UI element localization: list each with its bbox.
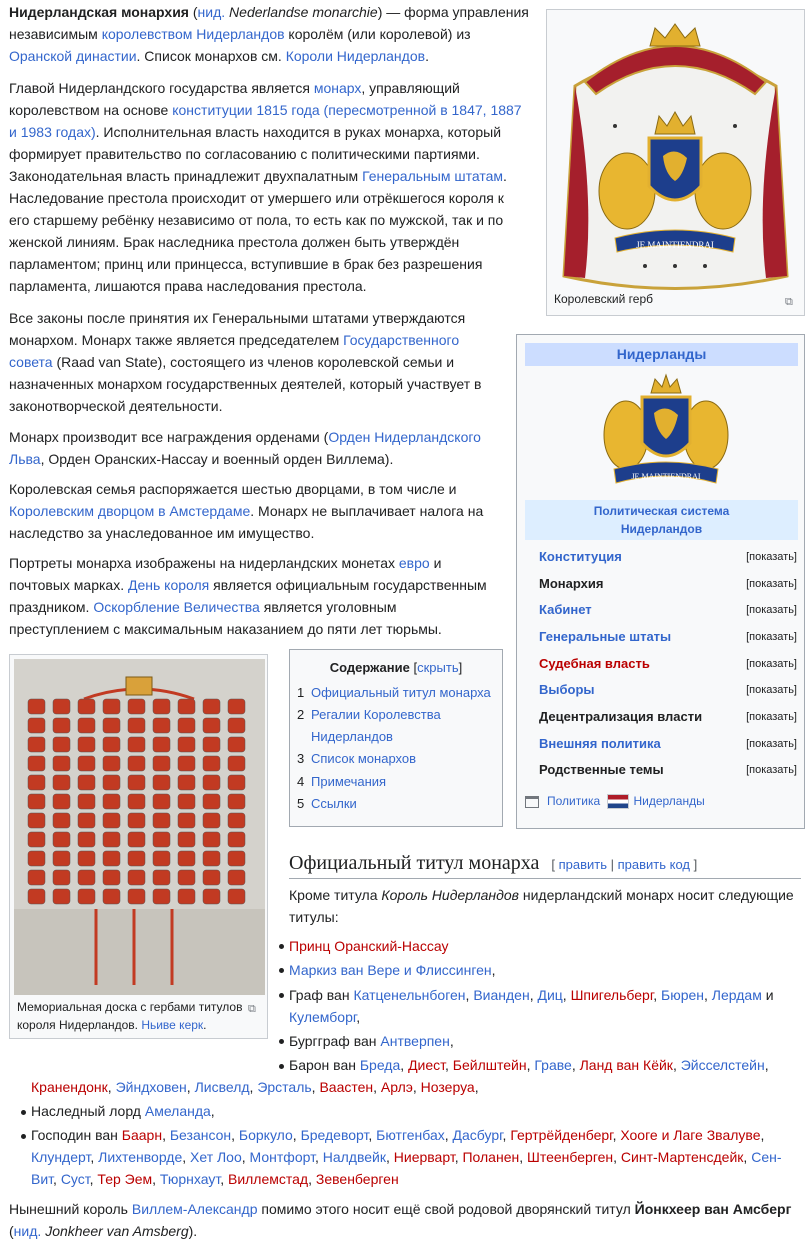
heraldic-shield [128,737,145,752]
heraldic-shield [53,851,70,866]
royal-palace-link[interactable]: Королевским дворцом в Амстердаме [9,503,251,519]
show-toggle[interactable]: [показать] [746,631,797,643]
title-item-6: Наследный лорд Амеланда, [31,1103,215,1119]
edit-links: [ править | править код ] [551,857,698,872]
heraldic-shield [128,699,145,714]
toc-item-3[interactable]: 3 Список монархов [297,751,417,766]
heraldic-shield [228,889,245,904]
title-link[interactable]: Ваастен [319,1079,374,1095]
title-link[interactable]: Монтфорт [249,1149,315,1165]
title-link[interactable]: Синт-Мартенсдейк [620,1149,744,1165]
heraldic-shield [53,832,70,847]
heraldic-shield [78,794,95,809]
title-item-7: Господин ван Баарн, Безансон, Боркуло, Бредеворт, Бютгенбах, Дасбург, Гертрёйденберг, Хооге и Лаге Звалуве, Клундерт, Лихтенворде, Хет Лоо, Монтфорт, Налдвейк, Ниерварт, Поланен, Штеенберген, Синт-Мартенсдейк, Сен-Вит, Суст, Тер Эем, Тюрнхаут, Виллемстад, Зевенберген [31,1127,782,1187]
heraldic-shield [153,756,170,771]
heraldic-shield [203,813,220,828]
intro-paragraph-1: Нидерландская монархия (нид. Nederlandse monarchie) — форма управления независимым королевством Нидерландов королём (или королевой) из Оранской династии. Список монархов см. Короли Нидерландов. [9,4,529,64]
heraldic-shield [178,889,195,904]
order-lion-link[interactable]: Орден Нидерландского Льва [9,429,481,467]
heraldic-shield [53,794,70,809]
show-toggle[interactable]: [показать] [746,658,797,670]
heraldic-shield [78,718,95,733]
heraldic-shield [53,813,70,828]
lang-link[interactable]: нид. [197,4,226,20]
heraldic-shield [28,813,45,828]
enlarge-icon[interactable]: ⧉ [248,1003,256,1015]
heraldic-shield [178,870,195,885]
bullet-dot [21,1110,26,1115]
infobox-row-elections[interactable]: Выборы [показать] [539,679,797,701]
intro-paragraph-6: Портреты монарха изображены на нидерландских монетах евро и почтовых марках. День короля является официальным государственным праздником. Оскорбление Величества является уголовным преступлением с максимальным наказанием до пяти лет тюрьмы. [9,555,487,637]
heraldic-shield [103,832,120,847]
infobox-row-cabinet[interactable]: Кабинет [показать] [539,599,797,621]
title-link[interactable]: Эрсталь [257,1079,312,1095]
coat-caption: Королевский герб [554,292,653,306]
heraldic-shield [53,870,70,885]
heraldic-shield [153,794,170,809]
heraldic-shield [153,775,170,790]
heraldic-shield [228,794,245,809]
heraldic-shield [178,832,195,847]
heraldic-shield [78,813,95,828]
show-toggle[interactable]: [показать] [746,764,797,776]
title-link[interactable]: Боркуло [238,1127,293,1143]
heraldic-shield [178,851,195,866]
show-toggle[interactable]: [показать] [746,604,797,616]
heraldic-shield [103,737,120,752]
title-link[interactable]: Бютгенбах [376,1127,445,1143]
heraldic-shield [203,889,220,904]
toc-item-5[interactable]: 5 Ссылки [297,796,357,811]
title-link[interactable]: Нозеруа [420,1079,475,1095]
heraldic-shield [78,870,95,885]
heraldic-shield [78,756,95,771]
show-toggle[interactable]: [показать] [746,684,797,696]
heraldic-shield [228,756,245,771]
title-link[interactable]: Принц Оранский-Нассау [289,938,449,954]
heraldic-shield [128,870,145,885]
title-item-4: Бургграф ван Антверпен, [289,1033,454,1049]
heraldic-shield [153,718,170,733]
heraldic-shield [128,813,145,828]
closing-paragraph: Нынешний король Виллем-Александр помимо этого носит ещё свой родовой дворянский титул Йонкхеер ван Амсберг (нид. Jonkheer van Amsberg). [9,1201,792,1239]
heraldic-shield [203,851,220,866]
heraldic-shield [178,756,195,771]
heraldic-shield [178,718,195,733]
heraldic-shield [178,699,195,714]
title-link[interactable]: Дасбург [452,1127,503,1143]
title-link[interactable]: Кулемборг [289,1009,357,1025]
infobox-row-related[interactable]: Родственные темы [показать] [539,759,797,781]
bullet-dot [279,993,284,998]
bullet-dot [279,968,284,973]
title-link[interactable]: Кранендонк [31,1079,108,1095]
heraldic-shield [78,832,95,847]
heraldic-shield [53,718,70,733]
heraldic-shield [78,851,95,866]
bullet-dot [279,1039,284,1044]
heraldic-shield [53,756,70,771]
intro-paragraph-2: Главой Нидерландского государства является монарх, управляющий королевством на основе конституции 1815 года (пересмотренной в 1847, 1887 и 1983 годах). Исполнительная власть находится в руках монарха, который формирует правительство по согласованию с политическими партиями. Законодательная власть принадлежит двухпалатным Генеральным штатам. Наследование престола происходит от умершего или отрёкшегося короля к его старшему ребёнку независимо от пола, то есть как по мужской, так и по женской линиям. Брак наследника престола должен быть утверждён парламентом; принц или принцесса, вступившие в брак без разрешения парламента, лишаются права наследования престола. [9,80,522,294]
memorial-figure [9,654,268,1039]
title-link[interactable]: Зевенберген [315,1171,399,1187]
intro-paragraph-4: Монарх производит все награждения орденами (Орден Нидерландского Льва, Орден Оранских-Нассау и военный орден Виллема). [9,429,481,467]
title-link[interactable]: Виллемстад [227,1171,309,1187]
title-item-5: Барон ван Бреда, Диест, Бейлштейн, Граве, Ланд ван Кёйк, Эйсселстейн, [289,1057,769,1073]
heraldic-shield [203,794,220,809]
title-link[interactable]: Налдвейк [322,1149,386,1165]
heraldic-shield [103,889,120,904]
heraldic-shield [178,775,195,790]
toc-item-1[interactable]: 1 Официальный титул монарха [297,685,491,700]
heraldic-shield [153,870,170,885]
coat-of-arms-figure [546,9,805,316]
heraldic-shield [53,737,70,752]
heraldic-shield [203,775,220,790]
heraldic-shield [103,851,120,866]
heraldic-shield [203,756,220,771]
monarch-link[interactable]: монарх [313,80,362,96]
heraldic-shield [28,775,45,790]
title-link[interactable]: Диест [408,1057,446,1073]
heraldic-shield [203,870,220,885]
coat-motto: JE MAINTIENDRAI [636,240,714,250]
netherlands-flag-icon [607,794,629,809]
heraldic-shield [153,699,170,714]
constitution-link[interactable]: конституции 1815 года (пересмотренной в 1847, 1887 и 1983 годах) [9,102,522,140]
title-link[interactable]: Тюрнхаут [159,1171,221,1187]
toc-item-2[interactable]: 2 Регалии Королевства Нидерландов [297,707,441,744]
title-link[interactable]: Поланен [462,1149,520,1165]
heraldic-shield [128,832,145,847]
heraldic-shield [28,737,45,752]
intro-paragraph-3: Все законы после принятия их Генеральными штатами утверждаются монархом. Монарх также является председателем Государственного совета (Raad van State), состоящего из членов королевской семьи и назначенных монархом государственных деятелей, который участвует в законотворческой деятельности. [9,310,482,414]
national-coat-of-arms-image[interactable] [596,373,736,491]
heraldic-shield [228,813,245,828]
heraldic-shield [28,832,45,847]
title-link[interactable]: Эйндховен [115,1079,187,1095]
title-link[interactable]: Гертрёйденберг [510,1127,613,1143]
show-toggle[interactable]: [показать] [746,738,797,750]
heraldic-shield [228,775,245,790]
heraldic-shield [203,832,220,847]
heraldic-shield [28,851,45,866]
heraldic-shield [103,699,120,714]
infobox-title[interactable]: Нидерланды [525,343,798,366]
heraldic-shield [228,699,245,714]
nieuwe-kerk-link[interactable]: Ньиве керк [141,1018,204,1032]
kingdom-link[interactable]: королевством Нидерландов [101,26,285,42]
states-general-link[interactable]: Генеральным штатам [362,168,503,184]
heraldic-shield [153,832,170,847]
heraldic-shield [53,889,70,904]
heraldic-shield [53,699,70,714]
heraldic-shield [103,718,120,733]
heraldic-shield [153,813,170,828]
infobox-row-decentralization[interactable]: Децентрализация власти [показать] [539,706,797,728]
heraldic-shield [103,870,120,885]
heraldic-shield [78,699,95,714]
heraldic-shield [28,756,45,771]
heraldic-shield [203,737,220,752]
title-link[interactable]: Антверпен [380,1033,450,1049]
heraldic-shield [128,794,145,809]
infobox-row-monarchy[interactable]: Монархия [показать] [539,573,797,595]
title-link[interactable]: Тер Эем [97,1171,153,1187]
heraldic-shield [28,889,45,904]
show-toggle[interactable]: [показать] [746,578,797,590]
heraldic-shield [228,851,245,866]
title-link[interactable]: Хет Лоо [190,1149,242,1165]
title-link[interactable]: Арлэ [380,1079,413,1095]
title-link[interactable]: Баарн [121,1127,163,1143]
heraldic-shield [53,775,70,790]
heraldic-shield [103,813,120,828]
show-toggle[interactable]: [показать] [746,551,797,563]
title-link[interactable]: Лихтенворде [98,1149,183,1165]
willem-alexander-link[interactable]: Виллем-Александр [131,1201,258,1217]
bullet-dot [279,944,284,949]
heraldic-shield [78,889,95,904]
royal-coat-of-arms-image[interactable] [555,16,796,290]
heraldic-shield [153,889,170,904]
memorial-caption: Мемориальная доска с гербами титулов короля Нидерландов. Ньиве керк. [17,1000,243,1032]
table-of-contents [289,649,503,827]
heraldic-shield [228,832,245,847]
heraldic-shield [28,699,45,714]
heraldic-shield [78,737,95,752]
title-link[interactable]: Шпигельберг [570,987,654,1003]
euro-link[interactable]: евро [398,555,430,571]
title-link[interactable]: Бейлштейн [452,1057,527,1073]
section-heading: Официальный титул монарха [ править | править код ] [289,848,801,879]
title-item-1 [289,935,448,957]
title-link[interactable]: Сен-Вит [31,1149,782,1187]
lese-majeste-link[interactable]: Оскорбление Величества [93,599,260,615]
title-item-2: Маркиз ван Вере и Флиссинген, [289,962,496,978]
heraldic-shield [153,851,170,866]
title-link[interactable]: Граве [534,1057,572,1073]
heraldic-shield [78,775,95,790]
title-link[interactable]: Хооге и Лаге Звалуве [620,1127,761,1143]
intro-paragraph-5: Королевская семья распоряжается шестью дворцами, в том числе и Королевским дворцом в Амстердаме. Монарх не выплачивает налога на наследство за унаследованное им имущество. [9,481,484,541]
title-link[interactable]: Ланд ван Кёйк [579,1057,673,1073]
lang-link[interactable]: нид. [13,1223,42,1239]
title-item-5-cont: Кранендонк, Эйндховен, Лисвелд, Эрсталь, Ваастен, Арлэ, Нозеруа, [31,1079,479,1095]
toc-toggle[interactable]: скрыть [417,660,459,675]
title-link[interactable]: Бреда [359,1057,401,1073]
heraldic-shield [228,718,245,733]
infobox-row-foreign-policy[interactable]: Внешняя политика [показать] [539,733,797,755]
title-link[interactable]: Ниерварт [393,1149,455,1165]
infobox-row-constitution[interactable]: Конституция [показать] [539,546,797,568]
title-link[interactable]: Штеенберген [527,1149,614,1165]
infobox-motto: JE MAINTIENDRAI [631,472,701,481]
toc-item-4[interactable]: 4 Примечания [297,774,387,789]
heraldic-shield [178,794,195,809]
title-link[interactable]: Бредеворт [300,1127,369,1143]
title-link[interactable]: Эйсселстейн [680,1057,765,1073]
heraldic-shield [228,870,245,885]
title-link[interactable]: Лердам [711,987,762,1003]
portal-politics-link[interactable]: Политика [547,794,601,808]
kings-day-link[interactable]: День короля [127,577,210,593]
title-link[interactable]: Бюрен [661,987,705,1003]
infobox-footer [525,791,705,811]
enlarge-icon[interactable]: ⧉ [785,296,793,308]
heraldic-shield [128,775,145,790]
heraldic-shield [103,756,120,771]
heraldic-shield [103,794,120,809]
edit-link[interactable]: править [558,857,608,872]
portal-netherlands-link[interactable]: Нидерланды [633,794,705,808]
heraldic-shield [28,794,45,809]
memorial-plaque-image[interactable] [14,659,265,995]
orange-dynasty-link[interactable]: Оранской династии [9,48,137,64]
title-link[interactable]: Катценельнбоген [353,987,466,1003]
title-link[interactable]: Вианден [473,987,530,1003]
toc-title: Содержание [скрыть] [329,660,463,675]
title-link[interactable]: Маркиз ван Вере и Флиссинген [289,962,492,978]
title-link[interactable]: Диц [537,987,563,1003]
heraldic-shield [153,737,170,752]
title-item-3: Граф ван Катценельнбоген, Вианден, Диц, Шпигельберг, Бюрен, Лердам и Кулемборг, [289,987,774,1025]
edit-code-link[interactable]: править код [617,857,691,872]
infobox-row-states-general[interactable]: Генеральные штаты [показать] [539,626,797,648]
infobox-subtitle[interactable]: Политическая система Нидерландов [525,500,798,540]
show-toggle[interactable]: [показать] [746,711,797,723]
heraldic-shield [103,775,120,790]
title-link[interactable]: Клундерт [31,1149,91,1165]
article-subject: Нидерландская монархия [9,4,189,20]
section-lead: Кроме титула Король Нидерландов нидерландский монарх носит следующие титулы: [289,887,794,925]
portal-icon [525,796,539,808]
infobox-row-judiciary[interactable]: Судебная власть [показать] [539,653,797,675]
heraldic-shield [128,756,145,771]
title-link[interactable]: Суст [60,1171,90,1187]
heraldic-shield [128,718,145,733]
title-link[interactable]: Амеланда [144,1103,211,1119]
heraldic-shield [178,813,195,828]
heraldic-shield [178,737,195,752]
bullet-dot [279,1064,284,1069]
title-link[interactable]: Лисвелд [194,1079,250,1095]
heraldic-shield [203,718,220,733]
heraldic-shield [28,870,45,885]
heraldic-shield [28,718,45,733]
heraldic-shield [228,737,245,752]
infobox [516,334,805,829]
bullet-dot [21,1134,26,1139]
heraldic-shield [128,889,145,904]
title-link[interactable]: Безансон [169,1127,232,1143]
council-of-state-link[interactable]: Государственного совета [9,332,460,370]
kings-list-link[interactable]: Короли Нидерландов [285,48,426,64]
heraldic-shield [203,699,220,714]
heraldic-shield [128,851,145,866]
